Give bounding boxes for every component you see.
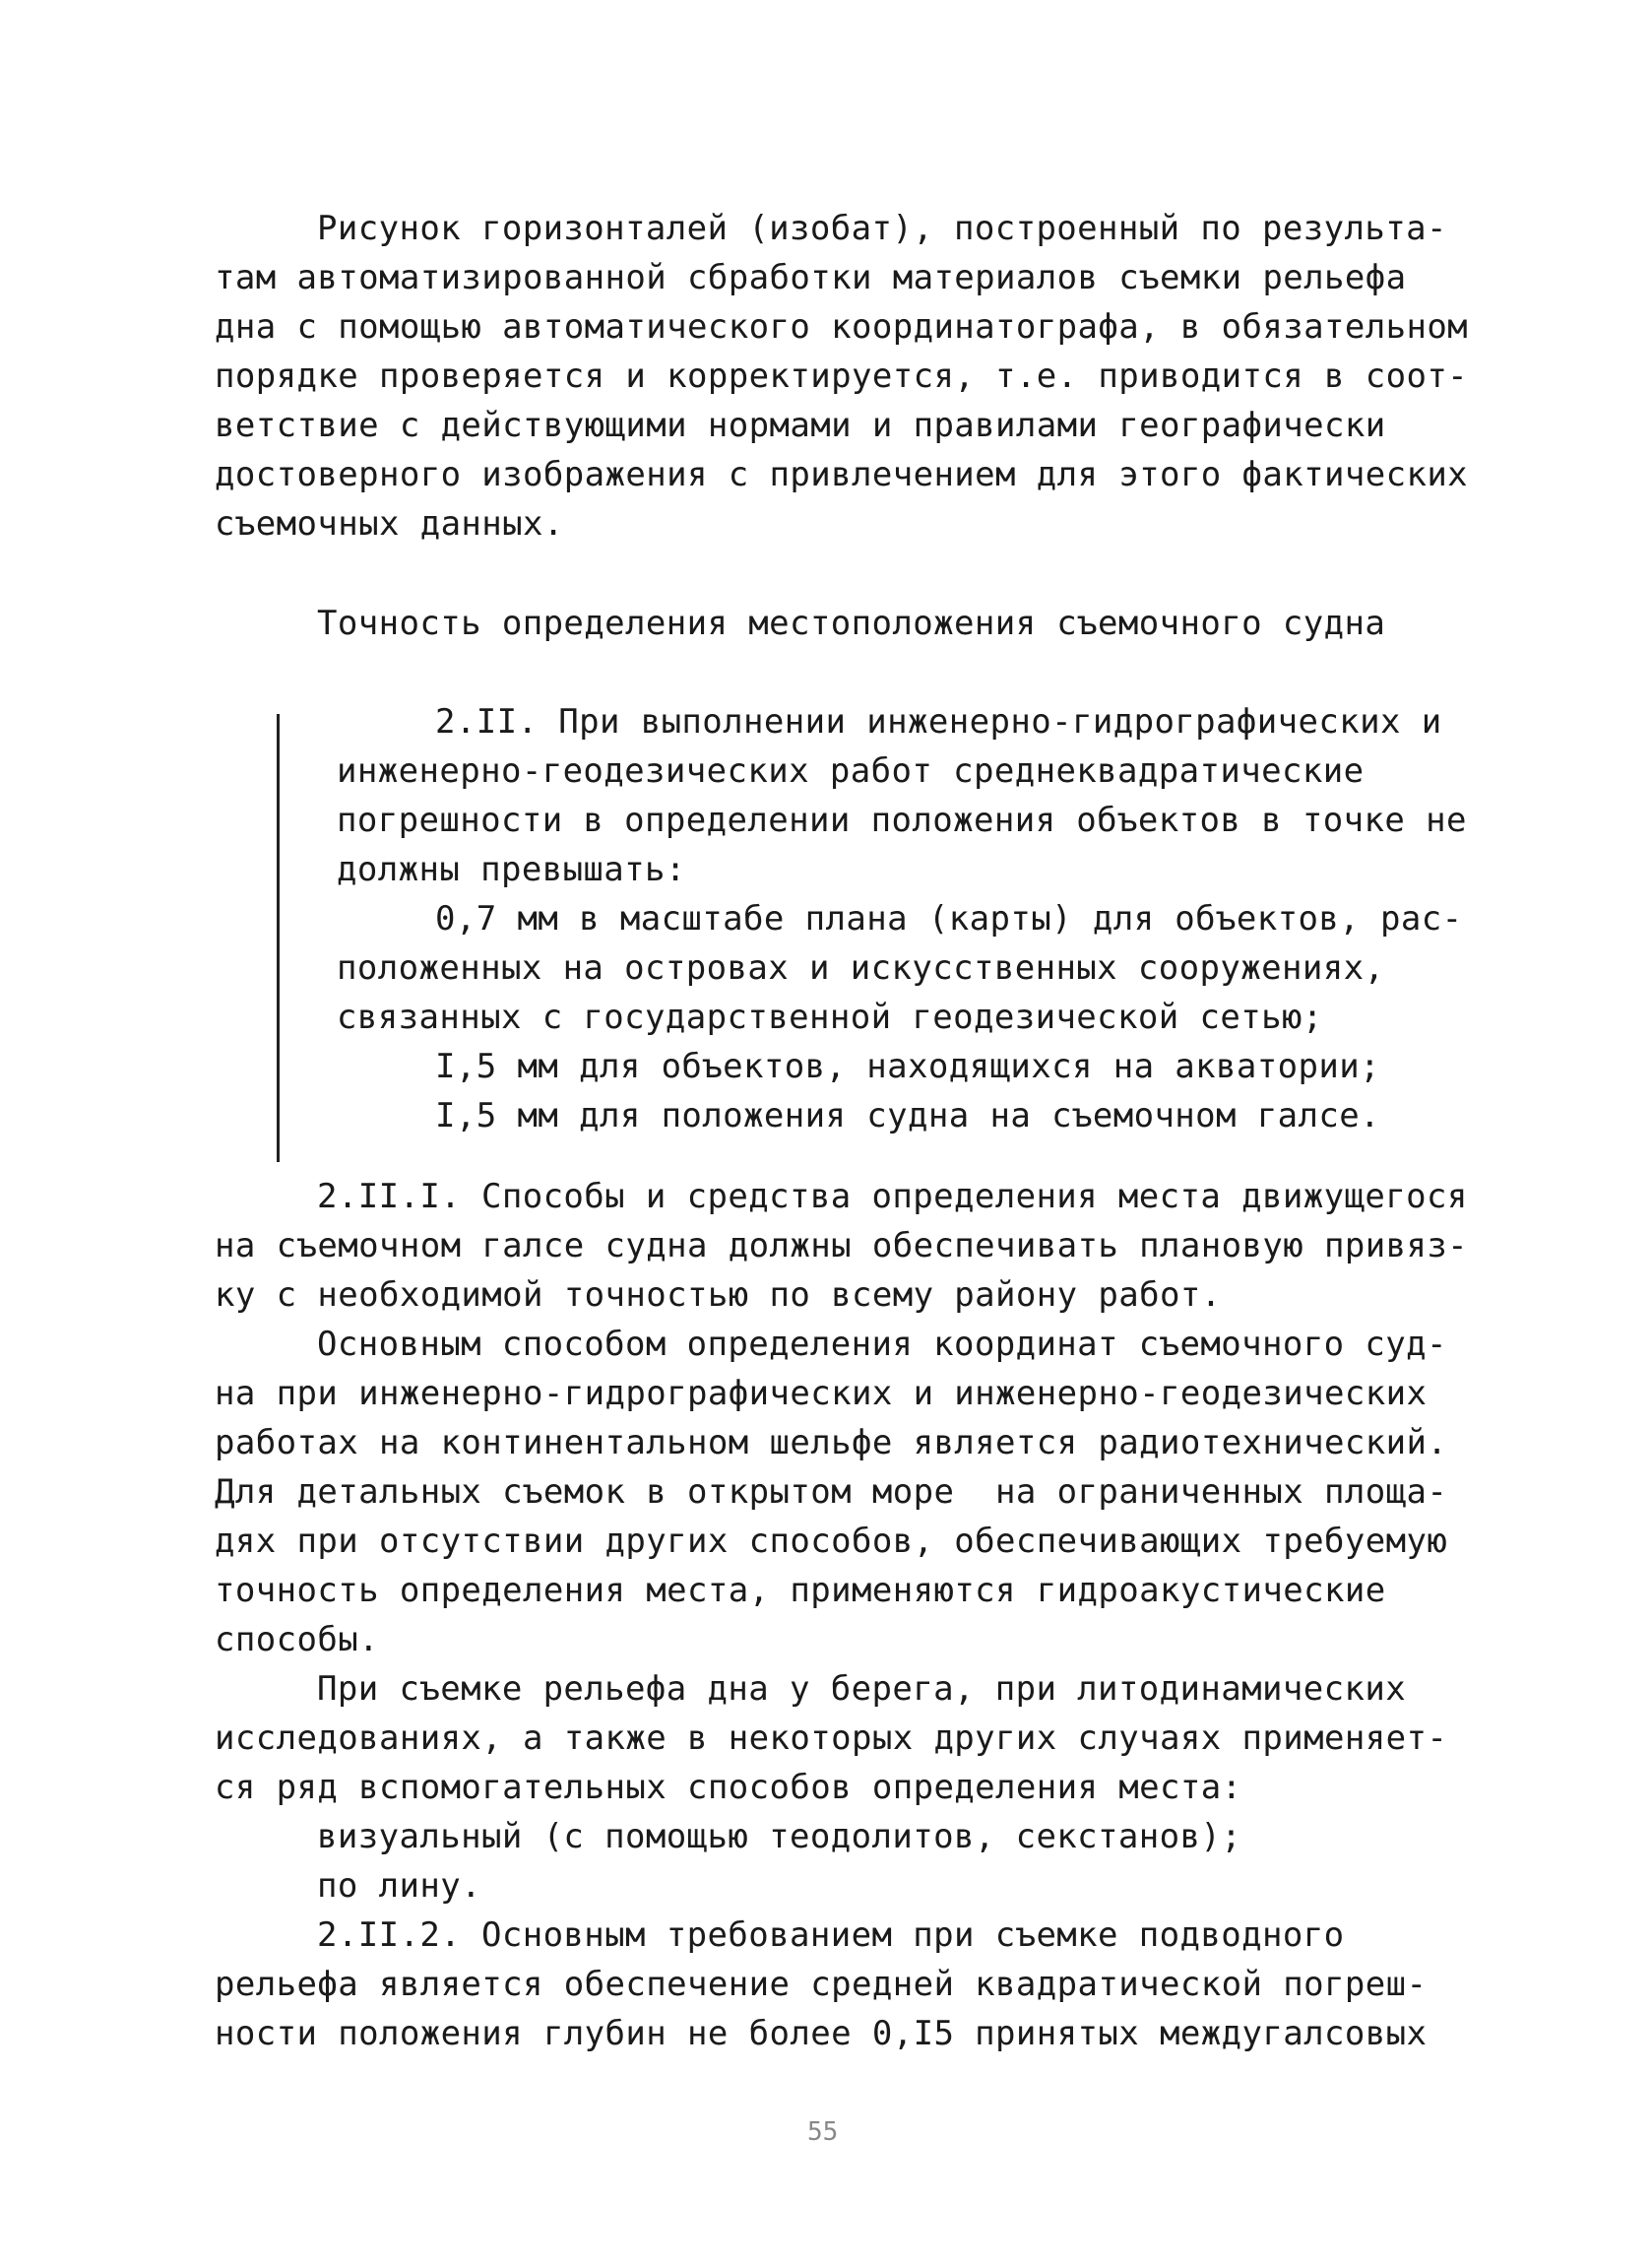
paragraph-1-line: съемочных данных. — [215, 504, 564, 544]
paragraph-1-line: дна с помощью автоматического координатографа, в обязательном — [215, 307, 1469, 347]
section-2-11-1-line: 2.II.I. Способы и средства определения места движущегося — [317, 1177, 1468, 1216]
auxiliary-line: исследованиях, а также в некоторых других случаях применяет- — [215, 1718, 1448, 1758]
section-2-11-1-line: ку с необходимой точностью по всему району работ. — [215, 1275, 1222, 1315]
auxiliary-line: визуальный (с помощью теодолитов, секстанов); — [317, 1817, 1242, 1856]
main-method-line: дях при отсутствии других способов, обеспечивающих требуемую — [215, 1522, 1448, 1561]
section-heading: Точность определения местоположения съемочного судна — [317, 604, 1386, 643]
paragraph-1-line: там автоматизированной сбработки материалов съемки рельефа — [215, 258, 1407, 297]
section-2-11-line: должны превышать: — [337, 850, 686, 889]
section-2-11-1-line: на съемочном галсе судна должны обеспечивать плановую привяз- — [215, 1226, 1469, 1265]
section-2-11-line: положенных на островах и искусственных сооружениях, — [337, 948, 1385, 988]
section-2-11-line: погрешности в определении положения объектов в точке не — [337, 801, 1467, 840]
section-2-11-line: связанных с государственной геодезической сетью; — [337, 998, 1323, 1037]
auxiliary-line: по лину. — [317, 1866, 481, 1906]
paragraph-1-line: достоверного изображения с привлечением для этого фактических — [215, 455, 1469, 494]
section-2-11-line: инженерно-геодезических работ среднеквадратические — [337, 751, 1365, 791]
main-method-line: Для детальных съемок в открытом море на ограниченных площа- — [215, 1472, 1448, 1512]
page-number: 55 — [807, 2117, 839, 2147]
section-2-11-line: 0,7 мм в масштабе плана (карты) для объектов, рас- — [435, 899, 1463, 939]
auxiliary-line: При съемке рельефа дна у берега, при литодинамических — [317, 1669, 1407, 1709]
paragraph-1-line: порядке проверяется и корректируется, т.е. приводится в соот- — [215, 356, 1469, 396]
paragraph-1-line: Рисунок горизонталей (изобат), построенный по результа- — [317, 209, 1447, 248]
main-method-line: Основным способом определения координат съемочного суд- — [317, 1325, 1447, 1364]
section-2-11-line: I,5 мм для объектов, находящихся на акватории; — [435, 1047, 1381, 1086]
section-2-11-line: I,5 мм для положения судна на съемочном галсе. — [435, 1096, 1381, 1135]
main-method-line: работах на континентальном шельфе является радиотехнический. — [215, 1423, 1448, 1462]
section-2-11-2-line: 2.II.2. Основным требованием при съемке подводного — [317, 1915, 1345, 1955]
main-method-line: на при инженерно-гидрографических и инженерно-геодезических — [215, 1374, 1428, 1413]
section-2-11-line: 2.II. При выполнении инженерно-гидрографических и — [435, 702, 1442, 742]
paragraph-1-line: ветствие с действующими нормами и правилами географически — [215, 406, 1386, 445]
section-2-11-2-line: ности положения глубин не более 0,I5 принятых междугалсовых — [215, 2014, 1428, 2053]
auxiliary-line: ся ряд вспомогательных способов определения места: — [215, 1768, 1242, 1807]
main-method-line: способы. — [215, 1620, 379, 1659]
margin-revision-bar — [277, 714, 280, 1162]
main-method-line: точность определения места, применяются гидроакустические — [215, 1571, 1386, 1610]
section-2-11-2-line: рельефа является обеспечение средней квадратической погреш- — [215, 1965, 1428, 2004]
